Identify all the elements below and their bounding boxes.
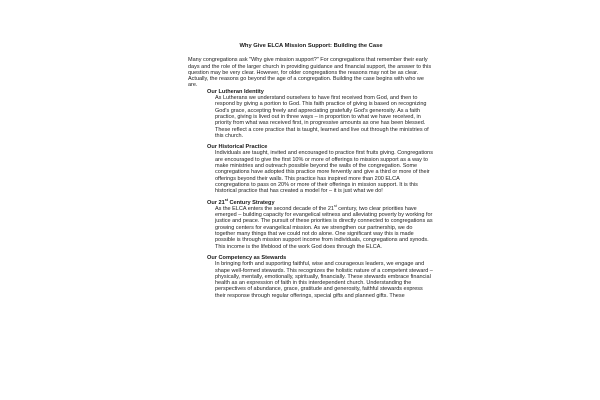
section-heading: Our Historical Practice	[207, 144, 268, 151]
section-body: As Lutherans we understand ourselves to have first received from God, and then to respond by giving a portion to God. This faith practice of giving is based on recognizing God's grace, accepting freely and appreciating gratefully God's generosity. As a faith practice, giving is lived out in three ways – in proportion to what we have received, in priority from what was received first, in progressive amounts as one has been blessed. These reflect a core practice that is taught, learned and live out through the ministries of this church.	[215, 95, 429, 139]
section-heading: Our Competency as Stewards	[207, 254, 287, 261]
section-historical-practice	[188, 144, 434, 194]
intro-paragraph: Many congregations ask "Why give mission support?" For congregations that remember their early days and the role of the larger church in providing guidance and financial support, the answer to this question may be very clear. However, for older congregations the reasons may not be as clear. Actually, the reasons go beyond the age of a congregation. Building the case begins with who we are.	[188, 57, 432, 89]
section-body: Individuals are taught, invited and encouraged to practice first fruits giving. Congregations are encouraged to give the first 10% or more of offerings to mission support as a way to make ministries and outreach possible beyond the walls of the congregation. Some congregations have adopted this practice more fervently and give a third or more of their offerings beyond their walls. This practice has inspired more than 200 ELCA congregations to pass on 20% or more of their offerings in mission support. It is this historical practice that has created a model for – it is just what we do!	[215, 150, 433, 195]
section-competency-as-stewards	[188, 255, 434, 299]
section-body: As the ELCA enters the second decade of the 21st century, two clear priorities have emerged – building capacity for evangelical witness and alleviating poverty by working for justice and peace. The pursuit of these priorities is directly connected to congregations as growing centers for evangelical mission. As we strengthen our partnership, we do together many things that we could not do alone. One significant way this is made possible is through mission support income from individuals, congregations and synods. This income is the lifeblood of the work God does through the ELCA.	[215, 204, 433, 250]
section-heading: Our Lutheran Identity	[207, 88, 264, 95]
document-title: Why Give ELCA Mission Support: Building the Case	[239, 43, 383, 49]
document-page	[188, 43, 434, 299]
section-heading: Our 21st Century Strategy	[207, 197, 275, 206]
section-21st-century-strategy	[188, 197, 434, 250]
section-body: In bringing forth and supporting faithful, wise and courageous leaders, we engage and shape well-formed stewards. This recognizes the holistic nature of a competent steward – physically, mentally, emotionally, spiritually, financially. These stewards embrace financial health as an expression of faith in this interdependent church. Understanding the perspectives of abundance, grace, gratitude and generosity, faithful stewards express their response through regular offerings, special gifts and planned gifts. These	[215, 261, 433, 299]
section-lutheran-identity	[188, 89, 434, 139]
